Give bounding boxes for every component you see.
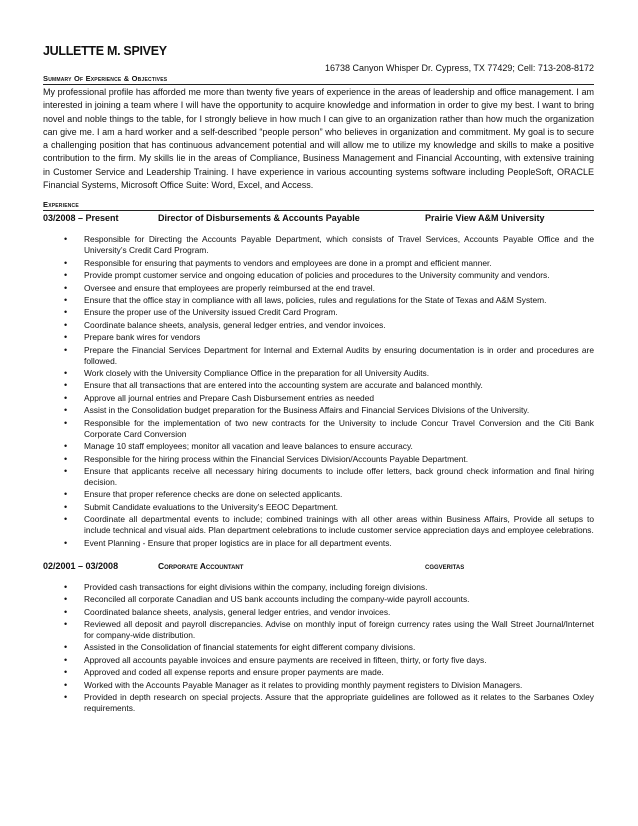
bullet-item: • Coordinate balance sheets, analysis, general ledger entries, and vendor invoices.: [43, 320, 594, 331]
bullet-item: • Coordinated balance sheets, analysis, general ledger entries, and vendor invoices.: [43, 607, 594, 618]
job-header: [43, 561, 594, 571]
experience-heading: Experience: [43, 200, 594, 211]
job-dates: 02/2001 – 03/2008: [43, 560, 119, 571]
bullet-item: • Approved all accounts payable invoices and ensure payments are received in fifteen, thirty, or forty five days.: [43, 655, 594, 666]
bullet-item: • Responsible for the hiring process within the Financial Services Division/Accounts Payable Department.: [43, 454, 594, 465]
bullet-item: • Assisted in the Consolidation of financial statements for eight different company divisions.: [43, 642, 594, 653]
bullet-item: • Provided cash transactions for eight divisions within the company, including foreign divisions.: [43, 582, 594, 593]
summary-text: My professional profile has afforded me more than twenty five years of experience in the areas of leadership and office management. I am interested in joining a team where I will have the opportunity to acquire knowledge and information in order to give my best. I want to bring novel and noble things to the table, for I strongly believe in how much I can give to an organization rather than how much the organization can give me. I am a hard worker and a self-described “people person” who believes in organization and commitment. My goal is to secure a challenging position that has continuous advancement potential and will allow me to utilize my knowledge and skills to make a positive contribution to the firm. My skills lie in the areas of Compliance, Business Management and Financial Accounting, with extensive training in Customer Service and Leadership Training. I have experience in various accounting systems software including PeopleSoft, ORACLE Financial Systems, Microsoft Office Suite: Word, Excel, and Access.: [43, 87, 594, 191]
bullet-item: • Provided in depth research on special projects. Assure that the appropriate guidelines are followed as it relates to the Sarbanes Oxley requirements.: [43, 692, 594, 714]
bullet-item: • Ensure that applicants receive all necessary hiring documents to include offer letters, back ground check information and final hiring decision.: [43, 466, 594, 488]
job-dates: 03/2008 – Present: [43, 213, 119, 224]
job-employer: Prairie View A&M University: [425, 213, 545, 224]
bullet-item: • Event Planning - Ensure that proper logistics are in place for all department events.: [43, 538, 594, 549]
contact-address: 16738 Canyon Whisper Dr. Cypress, TX 77429; Cell: 713-208-8172: [325, 63, 594, 73]
job-entry: [43, 561, 594, 714]
bullet-item: • Ensure that proper reference checks are done on selected applicants.: [43, 489, 594, 500]
bullet-item: • Ensure that all transactions that are entered into the accounting system are accurate and balanced monthly.: [43, 380, 594, 391]
job-bullet-list: [43, 582, 594, 714]
job-entry: [43, 213, 594, 548]
bullet-item: • Worked with the Accounts Payable Manager as it relates to providing monthly payment registers to Division Managers.: [43, 680, 594, 691]
job-position: Corporate Accountant: [158, 560, 244, 571]
bullet-item: • Ensure that the office stay in compliance with all laws, policies, rules and regulations for the State of Texas and A&M System.: [43, 295, 594, 306]
bullet-item: • Responsible for ensuring that payments to vendors and employees are done in a prompt and efficient manner.: [43, 258, 594, 269]
bullet-item: • Work closely with the University Compliance Office in the preparation for all University Audits.: [43, 368, 594, 379]
bullet-item: • Prepare the Financial Services Department for Internal and External Audits by ensuring documentation is in order and procedures are followed.: [43, 345, 594, 367]
bullet-item: • Ensure the proper use of the University issued Credit Card Program.: [43, 307, 594, 318]
bullet-item: • Approved and coded all expense reports and ensure proper payments are made.: [43, 667, 594, 678]
bullet-item: • Provide prompt customer service and ongoing education of policies and procedures to the University community and vendors.: [43, 270, 594, 281]
bullet-item: • Prepare bank wires for vendors: [43, 332, 594, 343]
resume-page: [43, 44, 594, 715]
candidate-name: JULLETTE M. SPIVEY: [43, 44, 167, 58]
bullet-item: • Reconciled all corporate Canadian and US bank accounts including the company-wide payroll accounts.: [43, 594, 594, 605]
job-employer: cggveritas: [425, 560, 465, 571]
job-bullet-list: [43, 234, 594, 548]
bullet-item: • Reviewed all deposit and payroll discrepancies. Advise on monthly input of foreign currency rates using the Wall Street Journal/Internet for company-wide distribution.: [43, 619, 594, 641]
job-header: [43, 213, 594, 223]
bullet-item: • Responsible for the implementation of two new contracts for the University to include Concur Travel Conversion and the Citi Bank Corporate Card Conversion: [43, 418, 594, 440]
job-position: Director of Disbursements & Accounts Payable: [158, 213, 360, 224]
bullet-item: • Oversee and ensure that employees are properly reimbursed at the end travel.: [43, 283, 594, 294]
bullet-item: • Approve all journal entries and Prepare Cash Disbursement entries as needed: [43, 393, 594, 404]
bullet-item: • Coordinate all departmental events to include; combined trainings with all other areas within Business Affairs, Provide all setups to include technical and visual aids. Plan department celebrations to include customer service appreciation days and employee celebrations.: [43, 514, 594, 536]
bullet-item: • Assist in the Consolidation budget preparation for the Business Affairs and Financial Services Divisions of the University.: [43, 405, 594, 416]
bullet-item: • Manage 10 staff employees; monitor all vacation and leave balances to ensure accuracy.: [43, 441, 594, 452]
bullet-item: • Submit Candidate evaluations to the University’s EEOC Department.: [43, 502, 594, 513]
bullet-item: • Responsible for Directing the Accounts Payable Department, which consists of Travel Services, Accounts Payable Office and the University’s Credit Card Program.: [43, 234, 594, 256]
summary-heading: Summary Of Experience & Objectives: [43, 74, 594, 85]
